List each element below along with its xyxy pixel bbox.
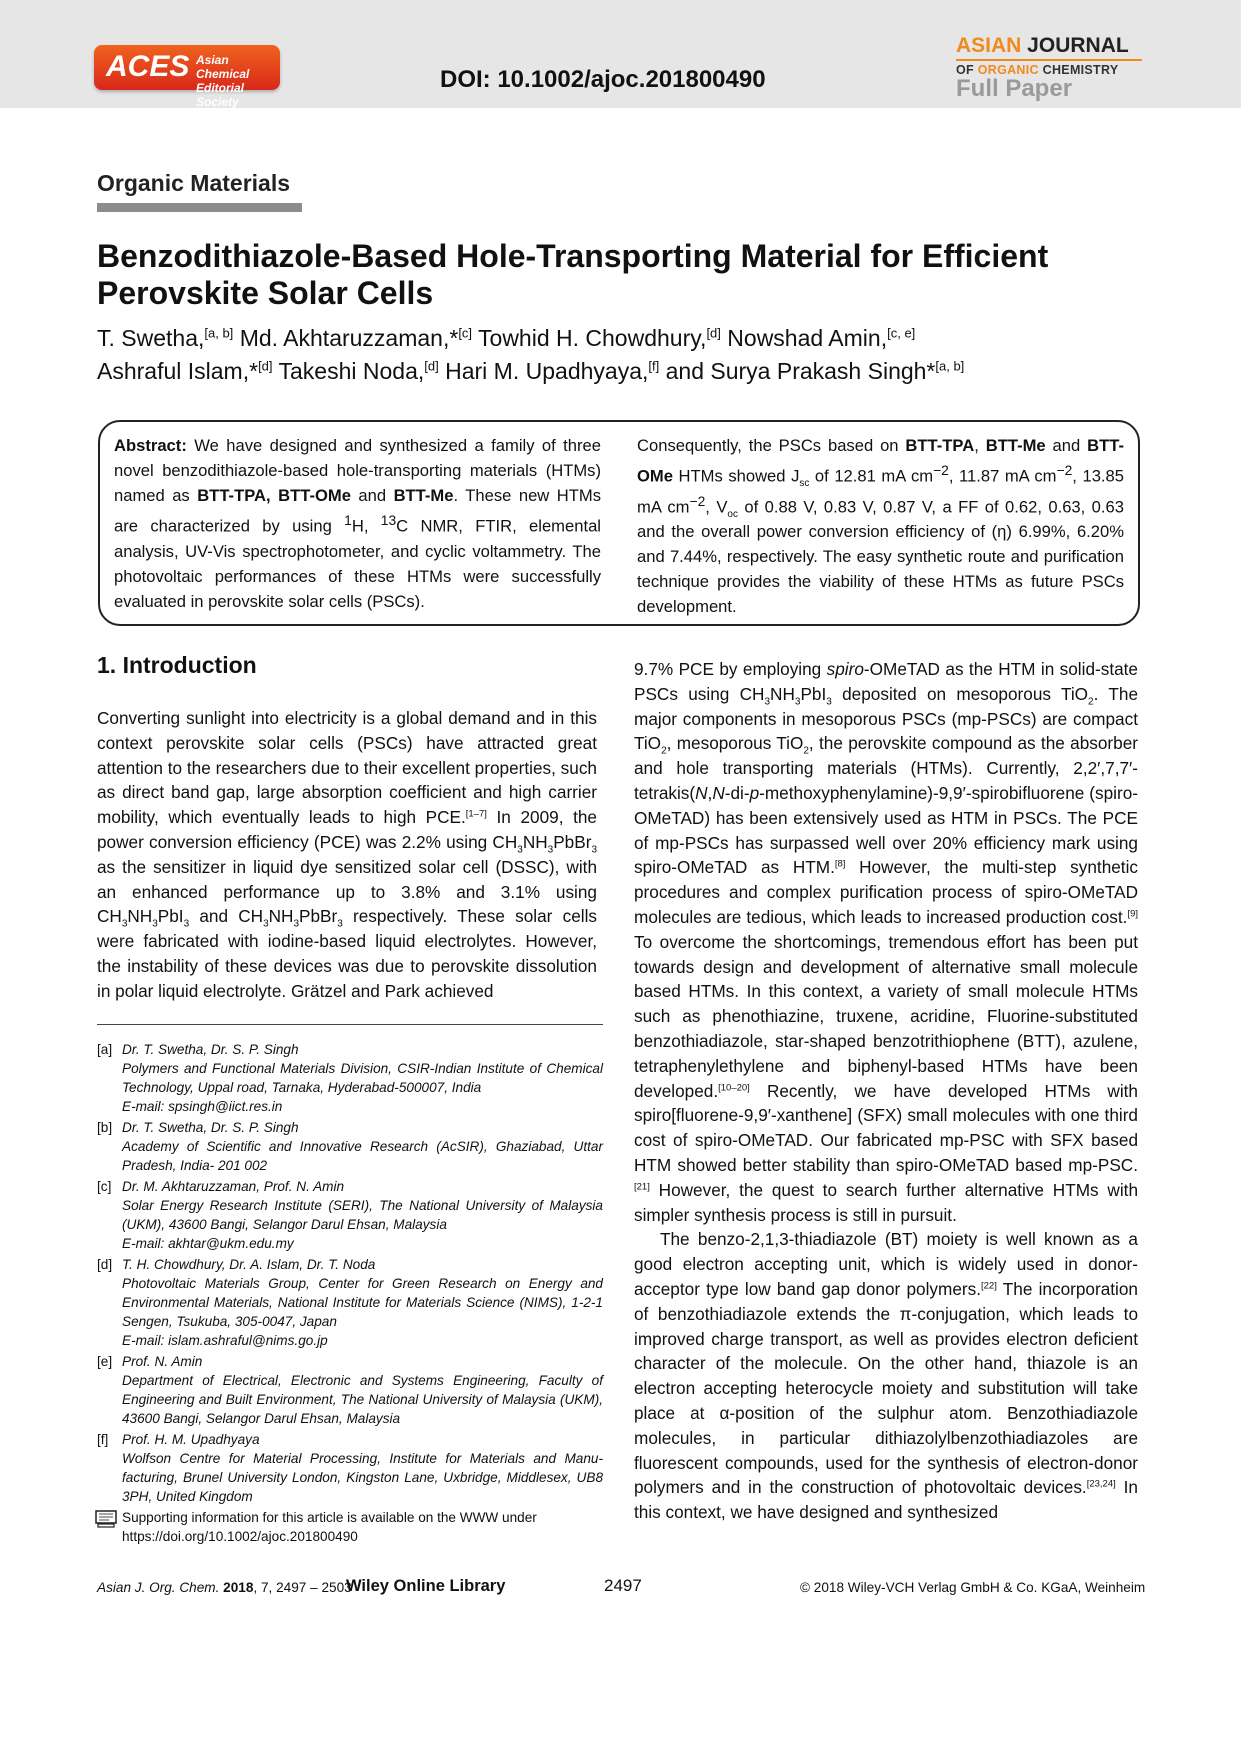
article-type: Full Paper (956, 75, 1073, 102)
affiliations (97, 1040, 603, 1546)
email-link[interactable]: E-mail: spsingh@iict.res.in (122, 1099, 283, 1114)
affiliation-item: [a] Dr. T. Swetha, Dr. S. P. Singh Polymers and Functional Materials Division, CSIR-Indian Institute of Chemical Technology, Uppal road, Tarnaka, Hyderabad-500007, India E-mail: spsingh@iict.res.in (97, 1042, 603, 1114)
aces-logo-subtitle: Asian Chemical Editorial Society (196, 53, 250, 109)
affiliation-item: [f] Prof. H. M. Upadhyaya Wolfson Centre for Material Processing, Institute for Materials and Manufacturing, Brunel University London, Kingston Lane, Uxbridge, Middlesex, UB8 3PH, United Kingdom (97, 1432, 603, 1504)
aces-logo (94, 45, 280, 109)
section-bar (97, 203, 302, 212)
footer-citation: Asian J. Org. Chem. 2018, 7, 2497 – 2503 (97, 1580, 352, 1595)
email-link[interactable]: E-mail: islam.ashraful@nims.go.jp (122, 1333, 328, 1348)
author: Nowshad Amin, (727, 325, 888, 351)
affiliation-item: [d] T. H. Chowdhury, Dr. A. Islam, Dr. T. Noda Photovoltaic Materials Group, Center for Green Research on Energy and Environmental Materials, National Institute for Materials Science (NIMS), 1-2-1 Sengen, Tsukuba, 305-0047, Japan E-mail: islam.ashraful@nims.go.jp (97, 1257, 603, 1348)
wiley-online-library-link[interactable]: Wiley Online Library (346, 1577, 506, 1595)
intro-heading: 1. Introduction (97, 652, 257, 678)
intro-paragraph-right: 9.7% PCE by employing spiro-OMeTAD as the HTM in solid-state PSCs using $CH_3NH_3PbI_3$ deposited on mesoporous TiO$_2$. The major components in mesoporous PSCs (mp-PSCs) are compact TiO$_2$, mesoporous TiO$_2$, the perovskite compound as the absorber and hole transporting materials (HTMs). Currently, 2,2′,7,7′-tetrakis(N,N-di-p-methoxyphenylamine)-9,9′-spirobifluorene (spiro-OMeTAD) has been extensively used as HTM in PSCs. The PCE of mp-PSCs has surpassed well over 20% efficiency mark using spiro-OMeTAD as HTM.[8] However, the multi-step synthetic procedures and complex purification process of spiro-OMeTAD molecules are tedious, which leads to increased production cost.[9] To overcome the shortcomings, tremendous effort has been put towards design and development of alternative small molecule based HTMs. In this context, a variety of small molecule HTMs such as phenothiazine, truxene, acridine, Fluorine-substituted benzothiadiazole, star-shaped benzotrithiophene (BTT), azulene, tetraphenylethylene and biphenyl-based HTMs have been developed.[10–20] Recently, we have developed HTMs with spiro[fluorene-9,9′-xanthene] (SFX) small molecules with one third cost of spiro-OMeTAD. Our fabricated mp-PSC with SFX based HTM showed better stability than spiro-OMeTAD based mp-PSC.[21] However, the quest to search further alternative HTMs with simpler synthesis process is still in pursuit. The benzo-2,1,3-thiadiazole (BT) moiety is well known as a good electron accepting unit, which is widely used in donor-acceptor type low band gap donor polymers.[22] The incorporation of benzothiadiazole extends the π-conjugation, which leads to improved charge transport, as well as provides electron deficient character of the molecule. On the other hand, thiazole is an electron accepting heterocycle moiety and substitution will take place at α-position of the sulphur atom. Benzothiadiazole molecules, in particular dithiazolylbenzothiadiazoles are fluorescent compounds, used for the synthesis of electron-donor polymers and in the construction of photovoltaic devices.[23,24] In this context, we have designed and synthesized (634, 659, 1139, 1523)
author-list: T. Swetha,[a, b] Md. Akhtaruzzaman,*[c] Towhid H. Chowdhury,[d] Nowshad Amin,[c, e] Ashraful Islam,*[d] Takeshi Noda,[d] Hari M. Upadhyaya,[f] and Surya Prakash Singh*[a, b] (97, 325, 965, 384)
doi: DOI: 10.1002/ajoc.201800490 (440, 66, 766, 93)
abstract-right: Consequently, the PSCs based on BTT-TPA, BTT-Me and BTT-OMe HTMs showed $J_{sc}$ of 12.81 mA $cm^{-2}$, 11.87 mA $cm^{-2}$, 13.85 mA $cm^{-2}$, $V_{oc}$ of 0.88 V, 0.83 V, 0.87 V, a FF of 0.62, 0.63, 0.63 and the overall power conversion efficiency of (η) 6.99%, 6.20% and 7.44%, respectively. The easy synthetic route and purification technique provides the viability of these HTMs as future PSCs development. (637, 436, 1124, 617)
section-label: Organic Materials (97, 170, 291, 196)
author: Md. Akhtaruzzaman,* (239, 325, 459, 351)
author: Ashraful Islam,* (97, 358, 259, 384)
aces-logo-text: ACES (106, 50, 190, 83)
affiliation-item: [e] Prof. N. Amin Department of Electrical, Electronic and Systems Engineering, Faculty of Engineering and Built Environment, The National University of Malaysia (UKM), 43600 Bangi, Selangor Darul Ehsan, Malaysia (97, 1354, 603, 1426)
email-link[interactable]: E-mail: akhtar@ukm.edu.my (122, 1236, 294, 1251)
author: Takeshi Noda, (278, 358, 425, 384)
journal-logo: ASIAN JOURNAL OF ORGANIC CHEMISTRY Full Paper (956, 34, 1146, 101)
affiliation-item: [b] Dr. T. Swetha, Dr. S. P. Singh Academy of Scientific and Innovative Research (AcSIR), Ghaziabad, Uttar Pradesh, India- 201 002 (97, 1120, 603, 1173)
intro-paragraph-left: Converting sunlight into electricity is a global demand and in this context perovskite solar cells (PSCs) have attracted great attention to the researchers due to their excellent properties, such as direct band gap, large absorption coefficient and high carrier mobility, which eventually leads to high PCE.[1–7] In 2009, the power conversion efficiency (PCE) was 2.2% using $CH_3NH_3PbBr_3$ as the sensitizer in liquid dye sensitized solar cell (DSSC), with an enhanced performance up to 3.8% and 3.1% using $CH_3NH_3PbI_3$ and $CH_3NH_3PbBr_3$ respectively. These solar cells were fabricated with iodine-based liquid electrolytes. However, the instability of these devices was due to perovskite dissolution in polar liquid electrolyte. Grätzel and Park achieved (97, 708, 597, 1001)
author: T. Swetha, (97, 325, 205, 351)
monitor-icon (95, 1510, 117, 1528)
copyright: © 2018 Wiley-VCH Verlag GmbH & Co. KGaA, Weinheim (800, 1580, 1146, 1595)
author: Towhid H. Chowdhury, (478, 325, 707, 351)
article-title: Benzodithiazole-Based Hole-Transporting Material for Efficient Perovskite Solar Cells (97, 238, 1049, 311)
footnote-rule (97, 1024, 603, 1025)
author: and Surya Prakash Singh* (665, 358, 936, 384)
page-number: 2497 (604, 1576, 642, 1595)
affiliation-item: [c] Dr. M. Akhtaruzzaman, Prof. N. Amin Solar Energy Research Institute (SERI), The National University of Malaysia (UKM), 43600 Bangi, Selangor Darul Ehsan, Malaysia E-mail: akhtar@ukm.edu.my (97, 1179, 603, 1251)
abstract-left: Abstract: We have designed and synthesized a family of three novel benzodithiazole-based hole-transporting materials (HTMs) named as BTT-TPA, BTT-OMe and BTT-Me. These new HTMs are characterized by using $^1$H, $^{13}$C NMR, FTIR, elemental analysis, UV-Vis spectrophotometer, and cyclic voltammetry. The photovoltaic performances of these HTMs were successfully evaluated in perovskite solar cells (PSCs). (114, 436, 601, 611)
author: Hari M. Upadhyaya, (445, 358, 649, 384)
supporting-info[interactable]: Supporting information for this article is available on the WWW under https://doi.org/10.1002/ajoc.201800490 (97, 1508, 603, 1546)
